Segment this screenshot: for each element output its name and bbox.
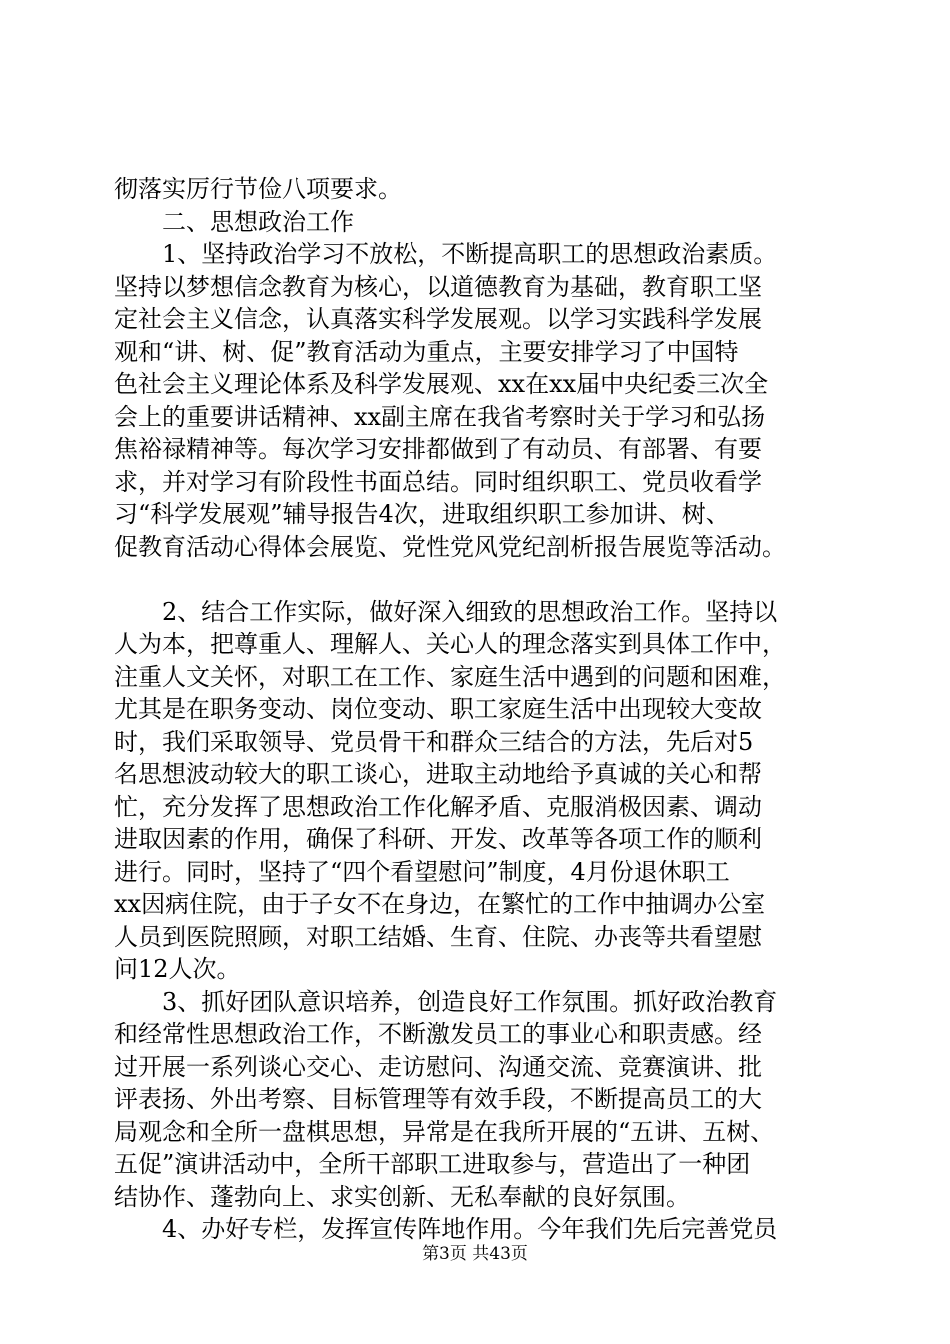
text-line: 1、坚持政治学习不放松，不断提高职工的思想政治素质。	[162, 240, 778, 268]
text-line: 进行。同时，坚持了“四个看望慰问”制度，4月份退休职工	[114, 857, 730, 886]
text-line: 4、办好专栏，发挥宣传阵地作用。今年我们先后完善党员	[162, 1215, 778, 1243]
text-line: 人员到医院照顾，对职工结婚、生育、住院、办丧等共看望慰	[114, 922, 762, 951]
text-line: 焦裕禄精神等。每次学习安排都做到了有动员、有部署、有要	[114, 435, 762, 463]
text-line: 定社会主义信念，认真落实科学发展观。以学习实践科学发展	[114, 305, 762, 333]
text-line: 注重人文关怀，对职工在工作、家庭生活中遇到的问题和困难，	[114, 662, 786, 691]
text-line: 五促”演讲活动中，全所干部职工进取参与，营造出了一种团	[114, 1150, 751, 1178]
text-line: 和经常性思想政治工作，不断激发员工的事业心和职责感。经	[114, 1020, 762, 1048]
text-line: 色社会主义理论体系及科学发展观、xx在xx届中央纪委三次全	[114, 370, 769, 398]
text-line: 习“科学发展观”辅导报告4次，进取组织职工参加讲、树、	[114, 500, 730, 528]
text-line: 名思想波动较大的职工谈心，进取主动地给予真诚的关心和帮	[114, 760, 762, 788]
text-line: 坚持以梦想信念教育为核心，以道德教育为基础，教育职工坚	[114, 272, 762, 301]
blank-line	[114, 563, 854, 596]
text-line: 人为本，把尊重人、理解人、关心人的理念落实到具体工作中，	[114, 630, 786, 658]
text-line: 评表扬、外出考察、目标管理等有效手段，不断提高员工的大	[114, 1085, 762, 1113]
text-line: 局观念和全所一盘棋思想，异常是在我所开展的“五讲、五树、	[114, 1117, 775, 1146]
text-line: 结协作、蓬勃向上、求实创新、无私奉献的良好氛围。	[114, 1182, 690, 1211]
text-line: 观和“讲、树、促”教育活动为重点，主要安排学习了中国特	[114, 337, 739, 366]
text-line: 求，并对学习有阶段性书面总结。同时组织职工、党员收看学	[114, 467, 762, 496]
text-line: 忙，充分发挥了思想政治工作化解矛盾、克服消极因素、调动	[114, 792, 762, 821]
text-line: 2、结合工作实际，做好深入细致的思想政治工作。坚持以	[162, 597, 778, 626]
text-line: 尤其是在职务变动、岗位变动、职工家庭生活中出现较大变故	[114, 695, 762, 723]
text-line: 问12人次。	[114, 955, 241, 983]
text-line: 二、思想政治工作	[162, 207, 354, 236]
text-line: 时，我们采取领导、党员骨干和群众三结合的方法，先后对5	[114, 727, 754, 756]
text-line: 彻落实厉行节俭八项要求。	[114, 175, 402, 203]
text-line: 过开展一系列谈心交心、走访慰问、沟通交流、竞赛演讲、批	[114, 1052, 762, 1081]
document-body	[114, 173, 854, 1246]
text-line: 会上的重要讲话精神、xx副主席在我省考察时关于学习和弘扬	[114, 402, 766, 431]
text-line: xx因病住院，由于子女不在身边，在繁忙的工作中抽调办公室	[114, 890, 766, 918]
page-footer: 第3页 共43页	[422, 1244, 528, 1264]
text-line: 3、抓好团队意识培养，创造良好工作氛围。抓好政治教育	[162, 987, 778, 1016]
text-line: 进取因素的作用，确保了科研、开发、改革等各项工作的顺利	[114, 825, 762, 853]
text-line: 促教育活动心得体会展览、党性党风党纪剖析报告展览等活动。	[114, 532, 786, 561]
